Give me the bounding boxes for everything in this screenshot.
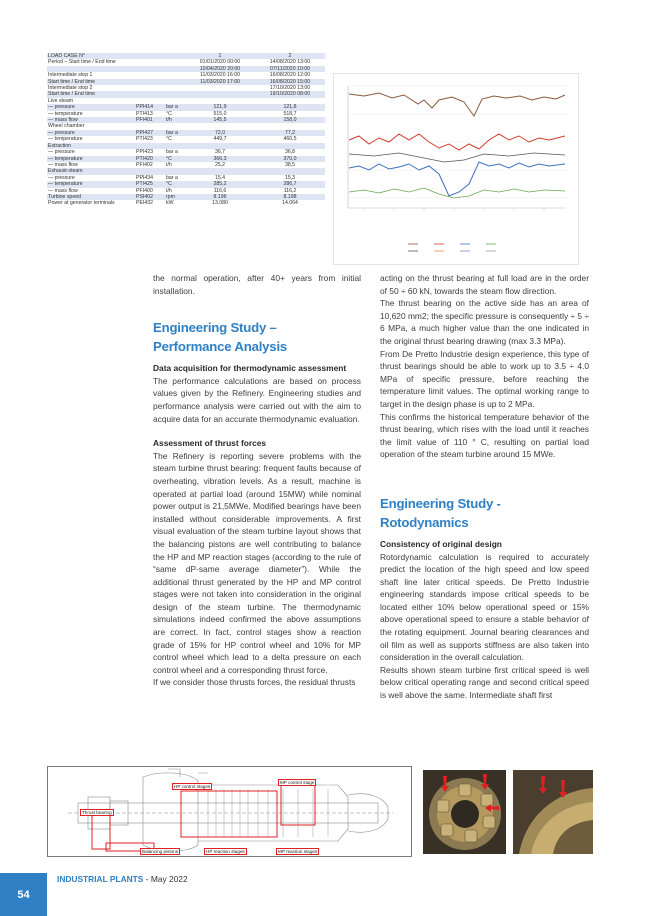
table-cell: Wheel chamber — [47, 123, 135, 129]
table-cell: 285,2 — [185, 181, 255, 187]
table-cell: 11/03/2020 16:00 — [185, 72, 255, 78]
table-cell: 16/08/2020 15:00 — [255, 79, 325, 85]
table-cell: bar a — [165, 130, 185, 136]
section-heading-line1: Engineering Study – — [153, 320, 277, 336]
table-cell: PFI402 — [135, 162, 165, 168]
paragraph: Results shown steam turbine first critical speed is well below critical operating range and second critical speed is well above the same. Intermediate shaft first — [380, 664, 589, 701]
paragraph: From De Pretto Industrie design experience, this type of thrust bearings should be able to work up to 3.5 ÷ 4.0 MPa of specific pressure, before reaching the temperature limit values. The optimal working range to target in the design phase is up to 2 MPa. — [380, 348, 589, 409]
table-cell: rpm — [165, 194, 185, 200]
section-heading-line2: Performance Analysis — [153, 339, 288, 355]
thrust-bearing-photo-2 — [513, 770, 593, 854]
section-heading-line1: Engineering Study - — [380, 495, 501, 511]
table-cell: 1 — [185, 53, 255, 59]
table-cell: 11/03/2020 17:00 — [185, 79, 255, 85]
table-cell: PPI423 — [135, 149, 165, 155]
intro-paragraph: the normal operation, after 40+ years from initial installation. — [153, 273, 361, 296]
table-cell: Period – Start time / End time — [47, 59, 135, 65]
label-thrust-bearing: Thrust bearing — [82, 810, 112, 815]
label-balancing-pistons: Balancing pistons — [142, 849, 179, 854]
table-cell: — temperature — [47, 156, 135, 162]
table-cell: PTI413 — [135, 111, 165, 117]
table-cell: 515,0 — [185, 111, 255, 117]
table-cell: 8.196 — [185, 194, 255, 200]
paragraph: If we consider those thrusts forces, the residual thrusts — [153, 677, 356, 688]
table-cell: — pressure — [47, 175, 135, 181]
table-cell: — mass flow — [47, 188, 135, 194]
label-hp-control: HP control stages — [174, 784, 211, 789]
table-cell: 77,2 — [255, 130, 325, 136]
table-cell: — mass flow — [47, 117, 135, 123]
table-cell: 370,0 — [255, 156, 325, 162]
table-cell: — pressure — [47, 130, 135, 136]
issue-date: - May 2022 — [143, 874, 188, 884]
table-cell: 8.198 — [255, 194, 325, 200]
table-cell: 72,0 — [185, 130, 255, 136]
table-cell: PTI420 — [135, 156, 165, 162]
table-cell: 449,7 — [185, 136, 255, 142]
table-cell: °C — [165, 111, 185, 117]
table-cell: 15,4 — [185, 175, 255, 181]
table-cell: Turbine speed — [47, 194, 135, 200]
table-cell: 2 — [255, 53, 325, 59]
table-cell: °C — [165, 156, 185, 162]
subheading-thrust-forces: Assessment of thrust forces — [153, 438, 267, 449]
right-text-column — [380, 272, 589, 702]
table-cell: 07/11/2020 10:00 — [255, 66, 325, 72]
table-cell: PSI402 — [135, 194, 165, 200]
table-cell: PFI401 — [135, 117, 165, 123]
table-cell: bar a — [165, 104, 185, 110]
table-cell: 14.064 — [255, 200, 325, 206]
table-cell: 10/04/2020 20:00 — [185, 66, 255, 72]
table-cell: kW — [165, 200, 185, 206]
table-cell: PTI425 — [135, 181, 165, 187]
table-cell: 121,8 — [255, 104, 325, 110]
table-cell: 366,3 — [185, 156, 255, 162]
table-cell: 460,5 — [255, 136, 325, 142]
table-cell: Live steam — [47, 98, 135, 104]
table-cell: 36,7 — [185, 149, 255, 155]
turbine-section-drawing — [47, 766, 412, 857]
table-cell: Start time / End time — [47, 91, 135, 97]
table-cell: bar a — [165, 149, 185, 155]
table-cell: 116,6 — [185, 188, 255, 194]
table-cell: LOAD CASE N° — [47, 53, 135, 59]
table-cell: 16/08/2020 12:00 — [255, 72, 325, 78]
load-case-table — [47, 53, 325, 207]
table-cell: bar a — [165, 175, 185, 181]
table-cell: — temperature — [47, 181, 135, 187]
page-number: 54 — [0, 873, 47, 916]
table-cell: PPI414 — [135, 104, 165, 110]
table-cell: 36,8 — [255, 149, 325, 155]
table-cell: — pressure — [47, 149, 135, 155]
table-cell: Intermediate stop 1 — [47, 72, 135, 78]
table-cell: 286,7 — [255, 181, 325, 187]
subheading-data-acquisition: Data acquisition for thermodynamic assessment — [153, 363, 347, 374]
paragraph: This confirms the historical temperature behavior of the thrust bearing, which rises with the load until it reaches the limit value of 110 ° C, resulting on partial load operation of the steam turbine around 15 MWe. — [380, 411, 589, 460]
table-cell: PFI400 — [135, 188, 165, 194]
table-cell: 13.080 — [185, 200, 255, 206]
table-cell: — temperature — [47, 111, 135, 117]
table-cell: 01/01/2020 00:00 — [185, 59, 255, 65]
table-cell: PEI432 — [135, 200, 165, 206]
table-cell: °C — [165, 181, 185, 187]
table-cell: 116,2 — [255, 188, 325, 194]
table-cell: t/h — [165, 188, 185, 194]
table-cell: 14/08/2020 13:00 — [255, 59, 325, 65]
table-row — [47, 200, 325, 206]
table-cell: Power at generator terminals — [47, 200, 135, 206]
label-mp-control: MP control stage — [280, 780, 315, 785]
table-cell: Extraction — [47, 143, 135, 149]
thrust-bearing-photo-1 — [423, 770, 506, 854]
table-cell: PPI427 — [135, 130, 165, 136]
paragraph: The Refinery is reporting severe problems with the steam turbine thrust bearing: frequent faults because of overheating, vibration levels. As a result, machine is operated at partial load (around 15MW) while nominal power output is 21,5MWe. Modified bearings have been installed without considerable improvements. A first visual evaluation of the steam turbine layout shows that the balancing pistons are well contributing to balance the HP and MP reaction stages (according to the rule of “same dP-same average diameter”). While the additional thrust generated by the HP and MP control stages were not taken into consideration in the original design of the steam turbine. The thermodynamic simulations indeed confirmed the above assumptions are correct. In fact, control stages show a reaction grade of 15% for HP control wheel and 10% for MP control wheel which lead to a delta pressure on each control wheel and a corresponding thrust force. — [153, 450, 361, 675]
footer-publication — [57, 874, 188, 884]
section-heading-line2: Rotodynamics — [380, 514, 469, 530]
magazine-name: INDUSTRIAL PLANTS — [57, 874, 144, 884]
subheading-consistency: Consistency of original design — [380, 538, 502, 549]
table-cell: 38,5 — [255, 162, 325, 168]
label-mp-reaction: MP reaction stages — [278, 849, 318, 854]
table-cell: 518,7 — [255, 111, 325, 117]
table-cell: 158,0 — [255, 117, 325, 123]
table-cell: t/h — [165, 117, 185, 123]
table-cell: 19/10/2020 08:00 — [255, 91, 325, 97]
table-cell: Start time / End time — [47, 79, 135, 85]
label-hp-reaction: HP reaction stages — [206, 849, 245, 854]
table-cell: PTI423 — [135, 136, 165, 142]
table-cell: 15,3 — [255, 175, 325, 181]
paragraph: acting on the thrust bearing at full load are in the order of 50 ÷ 60 kN, towards the steam flow direction. — [380, 273, 589, 296]
table-cell: 25,2 — [185, 162, 255, 168]
table-cell: °C — [165, 136, 185, 142]
paragraph: Rotordynamic calculation is required to accurately predict the location of the high speed and low speed shaft line later critical speeds. De Pretto Industrie engineering standards impose critical speeds to be located either 10% below operational speed or 15% above operational speed to ensure a stable behavior of the rotating equipment. Journal bearing clearances and oil film as well as supports stiffness are also taken into consideration in the overall calculation. — [380, 551, 589, 663]
table-cell: 17/10/2020 13:00 — [255, 85, 325, 91]
table-cell: 145,5 — [185, 117, 255, 123]
table-cell: — temperature — [47, 136, 135, 142]
table-cell: 121,9 — [185, 104, 255, 110]
table-cell: — mass flow — [47, 162, 135, 168]
table-cell: — pressure — [47, 104, 135, 110]
table-cell: Exhaust-steam — [47, 168, 135, 174]
table-cell: t/h — [165, 162, 185, 168]
process-trend-chart-image — [333, 73, 579, 265]
left-text-column — [153, 272, 361, 689]
paragraph: The performance calculations are based on process values given by the Refinery. Engineering studies and performance analysis were carried out with the aim to acquire data for an accurate thermodynamic evaluation. — [153, 375, 361, 424]
table-cell: PPI434 — [135, 175, 165, 181]
paragraph: The thrust bearing on the active side has an area of 10,620 mm2; the specific pressure is consequently ÷ 5 ÷ 6 MPa, a much higher value than the one indicated in the original thrust bearing drawing (max 3.3 MPa). — [380, 298, 589, 346]
table-cell: Intermediate stop 2 — [47, 85, 135, 91]
